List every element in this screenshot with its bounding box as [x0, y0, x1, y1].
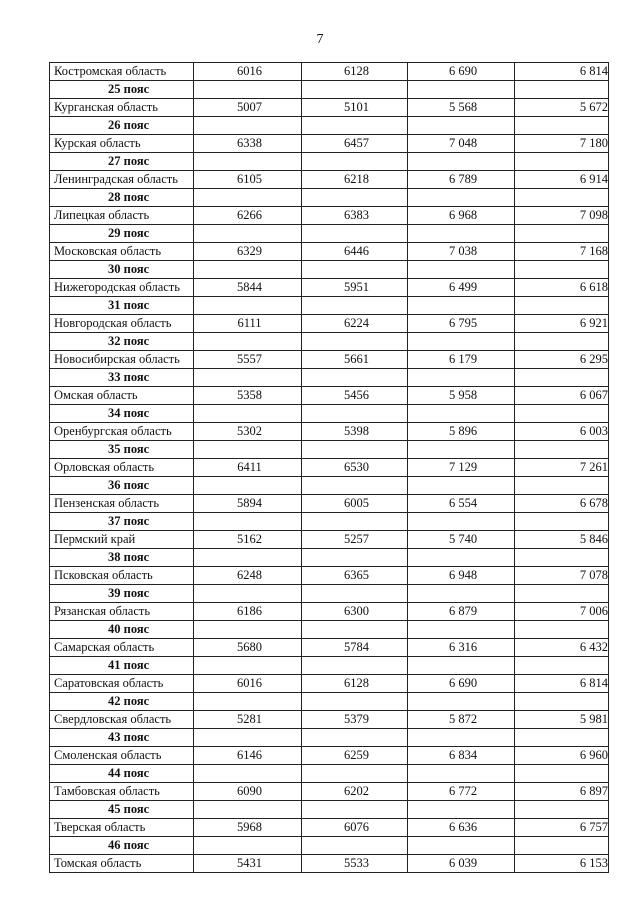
zone-label: 39 пояс: [50, 585, 194, 603]
value-cell-2: 5533: [302, 855, 408, 873]
value-cell-3: 6 554: [408, 495, 515, 513]
zone-header-row: [50, 657, 609, 675]
value-cell-4: 7 168: [515, 243, 609, 261]
value-cell-3: 5 896: [408, 423, 515, 441]
value-cell-3: 5 568: [408, 99, 515, 117]
value-cell-3: 6 795: [408, 315, 515, 333]
table-row: [50, 783, 609, 801]
table-row: [50, 855, 609, 873]
value-cell-2: 5257: [302, 531, 408, 549]
value-cell-3: 6 690: [408, 63, 515, 81]
zone-header-row: [50, 585, 609, 603]
region-name-cell: Нижегородская область: [50, 279, 194, 297]
empty-cell: [515, 81, 609, 99]
empty-cell: [515, 405, 609, 423]
value-cell-1: 6146: [194, 747, 302, 765]
value-cell-1: 5007: [194, 99, 302, 117]
value-cell-4: 6 067: [515, 387, 609, 405]
zone-label: 36 пояс: [50, 477, 194, 495]
value-cell-1: 6248: [194, 567, 302, 585]
empty-cell: [194, 621, 302, 639]
value-cell-2: 6300: [302, 603, 408, 621]
empty-cell: [194, 405, 302, 423]
empty-cell: [515, 693, 609, 711]
table-row: [50, 639, 609, 657]
zone-label: 26 пояс: [50, 117, 194, 135]
table-row: [50, 135, 609, 153]
table-row: [50, 675, 609, 693]
value-cell-1: 5680: [194, 639, 302, 657]
zone-header-row: [50, 477, 609, 495]
zone-header-row: [50, 81, 609, 99]
value-cell-2: 6259: [302, 747, 408, 765]
table-row: [50, 495, 609, 513]
zone-header-row: [50, 297, 609, 315]
region-zone-table: [49, 62, 609, 873]
value-cell-3: 6 772: [408, 783, 515, 801]
region-name-cell: Смоленская область: [50, 747, 194, 765]
region-name-cell: Самарская область: [50, 639, 194, 657]
zone-header-row: [50, 225, 609, 243]
value-cell-4: 6 295: [515, 351, 609, 369]
zone-header-row: [50, 405, 609, 423]
value-cell-3: 6 316: [408, 639, 515, 657]
empty-cell: [302, 621, 408, 639]
table-row: [50, 819, 609, 837]
zone-label: 46 пояс: [50, 837, 194, 855]
value-cell-1: 5968: [194, 819, 302, 837]
zone-header-row: [50, 513, 609, 531]
value-cell-4: 5 672: [515, 99, 609, 117]
value-cell-4: 6 678: [515, 495, 609, 513]
region-name-cell: Томская область: [50, 855, 194, 873]
empty-cell: [302, 117, 408, 135]
empty-cell: [194, 225, 302, 243]
region-name-cell: Рязанская область: [50, 603, 194, 621]
empty-cell: [194, 153, 302, 171]
value-cell-2: 5379: [302, 711, 408, 729]
value-cell-4: 5 846: [515, 531, 609, 549]
value-cell-2: 6365: [302, 567, 408, 585]
value-cell-1: 6329: [194, 243, 302, 261]
value-cell-4: 5 981: [515, 711, 609, 729]
empty-cell: [302, 225, 408, 243]
value-cell-4: 6 757: [515, 819, 609, 837]
zone-label: 31 пояс: [50, 297, 194, 315]
value-cell-3: 5 872: [408, 711, 515, 729]
value-cell-2: 6128: [302, 63, 408, 81]
table-body: [50, 63, 609, 873]
empty-cell: [302, 261, 408, 279]
zone-label: 27 пояс: [50, 153, 194, 171]
region-name-cell: Новгородская область: [50, 315, 194, 333]
region-name-cell: Новосибирская область: [50, 351, 194, 369]
table-row: [50, 459, 609, 477]
empty-cell: [515, 549, 609, 567]
empty-cell: [408, 513, 515, 531]
empty-cell: [302, 693, 408, 711]
value-cell-2: 5951: [302, 279, 408, 297]
value-cell-3: 6 948: [408, 567, 515, 585]
table-row: [50, 567, 609, 585]
zone-header-row: [50, 621, 609, 639]
region-name-cell: Псковская область: [50, 567, 194, 585]
empty-cell: [302, 585, 408, 603]
empty-cell: [515, 225, 609, 243]
zone-header-row: [50, 693, 609, 711]
zone-header-row: [50, 801, 609, 819]
zone-label: 44 пояс: [50, 765, 194, 783]
empty-cell: [515, 261, 609, 279]
empty-cell: [302, 189, 408, 207]
value-cell-2: 6446: [302, 243, 408, 261]
empty-cell: [302, 837, 408, 855]
value-cell-2: 6128: [302, 675, 408, 693]
value-cell-1: 6105: [194, 171, 302, 189]
region-name-cell: Липецкая область: [50, 207, 194, 225]
empty-cell: [408, 369, 515, 387]
zone-header-row: [50, 261, 609, 279]
region-name-cell: Курганская область: [50, 99, 194, 117]
zone-label: 37 пояс: [50, 513, 194, 531]
empty-cell: [408, 441, 515, 459]
value-cell-1: 6111: [194, 315, 302, 333]
value-cell-2: 5456: [302, 387, 408, 405]
empty-cell: [194, 189, 302, 207]
value-cell-2: 6457: [302, 135, 408, 153]
region-name-cell: Пензенская область: [50, 495, 194, 513]
zone-header-row: [50, 117, 609, 135]
empty-cell: [302, 549, 408, 567]
zone-label: 38 пояс: [50, 549, 194, 567]
empty-cell: [515, 189, 609, 207]
value-cell-1: 5557: [194, 351, 302, 369]
zone-label: 28 пояс: [50, 189, 194, 207]
empty-cell: [194, 729, 302, 747]
value-cell-2: 6224: [302, 315, 408, 333]
empty-cell: [515, 729, 609, 747]
value-cell-1: 6266: [194, 207, 302, 225]
table-row: [50, 243, 609, 261]
empty-cell: [302, 81, 408, 99]
empty-cell: [515, 513, 609, 531]
table-row: [50, 423, 609, 441]
empty-cell: [194, 585, 302, 603]
region-name-cell: Омская область: [50, 387, 194, 405]
value-cell-4: 6 921: [515, 315, 609, 333]
empty-cell: [302, 153, 408, 171]
page-number: 7: [316, 32, 324, 47]
region-name-cell: Тамбовская область: [50, 783, 194, 801]
value-cell-2: 5398: [302, 423, 408, 441]
empty-cell: [515, 585, 609, 603]
empty-cell: [194, 693, 302, 711]
region-name-cell: Саратовская область: [50, 675, 194, 693]
empty-cell: [408, 585, 515, 603]
zone-label: 42 пояс: [50, 693, 194, 711]
zone-label: 41 пояс: [50, 657, 194, 675]
value-cell-1: 5281: [194, 711, 302, 729]
empty-cell: [194, 549, 302, 567]
table-row: [50, 531, 609, 549]
value-cell-1: 5358: [194, 387, 302, 405]
zone-label: 33 пояс: [50, 369, 194, 387]
zone-header-row: [50, 153, 609, 171]
zone-header-row: [50, 549, 609, 567]
value-cell-3: 6 179: [408, 351, 515, 369]
value-cell-2: 6218: [302, 171, 408, 189]
empty-cell: [194, 657, 302, 675]
table-row: [50, 603, 609, 621]
empty-cell: [408, 657, 515, 675]
value-cell-3: 6 039: [408, 855, 515, 873]
table-row: [50, 171, 609, 189]
zone-label: 29 пояс: [50, 225, 194, 243]
value-cell-4: 6 897: [515, 783, 609, 801]
empty-cell: [408, 729, 515, 747]
empty-cell: [408, 117, 515, 135]
value-cell-4: 6 153: [515, 855, 609, 873]
value-cell-1: 5302: [194, 423, 302, 441]
region-name-cell: Свердловская область: [50, 711, 194, 729]
empty-cell: [194, 333, 302, 351]
empty-cell: [408, 333, 515, 351]
empty-cell: [194, 477, 302, 495]
value-cell-4: 6 618: [515, 279, 609, 297]
region-name-cell: Пермский край: [50, 531, 194, 549]
table-row: [50, 387, 609, 405]
value-cell-3: 6 834: [408, 747, 515, 765]
empty-cell: [194, 261, 302, 279]
region-name-cell: Орловская область: [50, 459, 194, 477]
value-cell-1: 5894: [194, 495, 302, 513]
empty-cell: [515, 801, 609, 819]
region-name-cell: Оренбургская область: [50, 423, 194, 441]
empty-cell: [515, 333, 609, 351]
value-cell-2: 6530: [302, 459, 408, 477]
value-cell-4: 6 432: [515, 639, 609, 657]
empty-cell: [302, 441, 408, 459]
value-cell-2: 5784: [302, 639, 408, 657]
empty-cell: [302, 801, 408, 819]
value-cell-3: 6 968: [408, 207, 515, 225]
empty-cell: [302, 405, 408, 423]
region-name-cell: Курская область: [50, 135, 194, 153]
value-cell-1: 6186: [194, 603, 302, 621]
empty-cell: [302, 297, 408, 315]
empty-cell: [302, 729, 408, 747]
empty-cell: [408, 189, 515, 207]
empty-cell: [515, 765, 609, 783]
empty-cell: [194, 765, 302, 783]
empty-cell: [408, 405, 515, 423]
empty-cell: [515, 153, 609, 171]
region-name-cell: Московская область: [50, 243, 194, 261]
empty-cell: [408, 765, 515, 783]
empty-cell: [408, 153, 515, 171]
empty-cell: [408, 549, 515, 567]
value-cell-1: 6411: [194, 459, 302, 477]
table-row: [50, 99, 609, 117]
zone-label: 25 пояс: [50, 81, 194, 99]
empty-cell: [302, 765, 408, 783]
empty-cell: [302, 513, 408, 531]
value-cell-3: 7 129: [408, 459, 515, 477]
empty-cell: [408, 477, 515, 495]
value-cell-3: 7 038: [408, 243, 515, 261]
value-cell-3: 6 879: [408, 603, 515, 621]
value-cell-2: 6383: [302, 207, 408, 225]
zone-label: 43 пояс: [50, 729, 194, 747]
zone-header-row: [50, 333, 609, 351]
zone-label: 35 пояс: [50, 441, 194, 459]
empty-cell: [194, 837, 302, 855]
value-cell-4: 6 960: [515, 747, 609, 765]
value-cell-1: 6016: [194, 675, 302, 693]
value-cell-1: 5162: [194, 531, 302, 549]
zone-header-row: [50, 729, 609, 747]
table-row: [50, 207, 609, 225]
table-row: [50, 351, 609, 369]
table-row: [50, 747, 609, 765]
empty-cell: [302, 657, 408, 675]
empty-cell: [302, 369, 408, 387]
empty-cell: [515, 477, 609, 495]
value-cell-4: 7 180: [515, 135, 609, 153]
empty-cell: [194, 441, 302, 459]
value-cell-4: 6 914: [515, 171, 609, 189]
empty-cell: [515, 117, 609, 135]
region-name-cell: Костромская область: [50, 63, 194, 81]
empty-cell: [302, 333, 408, 351]
empty-cell: [408, 837, 515, 855]
zone-header-row: [50, 441, 609, 459]
value-cell-4: 6 814: [515, 675, 609, 693]
table-row: [50, 63, 609, 81]
value-cell-1: 6338: [194, 135, 302, 153]
empty-cell: [408, 225, 515, 243]
empty-cell: [408, 621, 515, 639]
table-row: [50, 711, 609, 729]
empty-cell: [194, 117, 302, 135]
value-cell-1: 5431: [194, 855, 302, 873]
value-cell-4: 7 261: [515, 459, 609, 477]
zone-header-row: [50, 837, 609, 855]
value-cell-4: 7 078: [515, 567, 609, 585]
empty-cell: [194, 297, 302, 315]
empty-cell: [515, 621, 609, 639]
empty-cell: [302, 477, 408, 495]
empty-cell: [408, 297, 515, 315]
value-cell-1: 5844: [194, 279, 302, 297]
value-cell-4: 6 003: [515, 423, 609, 441]
empty-cell: [408, 693, 515, 711]
value-cell-2: 5101: [302, 99, 408, 117]
zone-header-row: [50, 189, 609, 207]
value-cell-4: 6 814: [515, 63, 609, 81]
value-cell-1: 6016: [194, 63, 302, 81]
empty-cell: [408, 801, 515, 819]
value-cell-3: 5 740: [408, 531, 515, 549]
table-row: [50, 279, 609, 297]
empty-cell: [515, 657, 609, 675]
empty-cell: [194, 369, 302, 387]
region-name-cell: Тверская область: [50, 819, 194, 837]
value-cell-4: 7 098: [515, 207, 609, 225]
zone-label: 32 пояс: [50, 333, 194, 351]
value-cell-3: 6 499: [408, 279, 515, 297]
empty-cell: [408, 81, 515, 99]
value-cell-2: 6076: [302, 819, 408, 837]
empty-cell: [194, 513, 302, 531]
empty-cell: [194, 81, 302, 99]
region-name-cell: Ленинградская область: [50, 171, 194, 189]
value-cell-1: 6090: [194, 783, 302, 801]
value-cell-2: 5661: [302, 351, 408, 369]
table-row: [50, 315, 609, 333]
value-cell-3: 6 690: [408, 675, 515, 693]
value-cell-2: 6202: [302, 783, 408, 801]
empty-cell: [194, 801, 302, 819]
empty-cell: [515, 369, 609, 387]
empty-cell: [515, 837, 609, 855]
empty-cell: [515, 441, 609, 459]
zone-label: 34 пояс: [50, 405, 194, 423]
value-cell-3: 7 048: [408, 135, 515, 153]
value-cell-3: 5 958: [408, 387, 515, 405]
value-cell-2: 6005: [302, 495, 408, 513]
empty-cell: [515, 297, 609, 315]
zone-label: 45 пояс: [50, 801, 194, 819]
value-cell-4: 7 006: [515, 603, 609, 621]
zone-header-row: [50, 765, 609, 783]
value-cell-3: 6 789: [408, 171, 515, 189]
empty-cell: [408, 261, 515, 279]
value-cell-3: 6 636: [408, 819, 515, 837]
zone-label: 40 пояс: [50, 621, 194, 639]
zone-label: 30 пояс: [50, 261, 194, 279]
zone-header-row: [50, 369, 609, 387]
